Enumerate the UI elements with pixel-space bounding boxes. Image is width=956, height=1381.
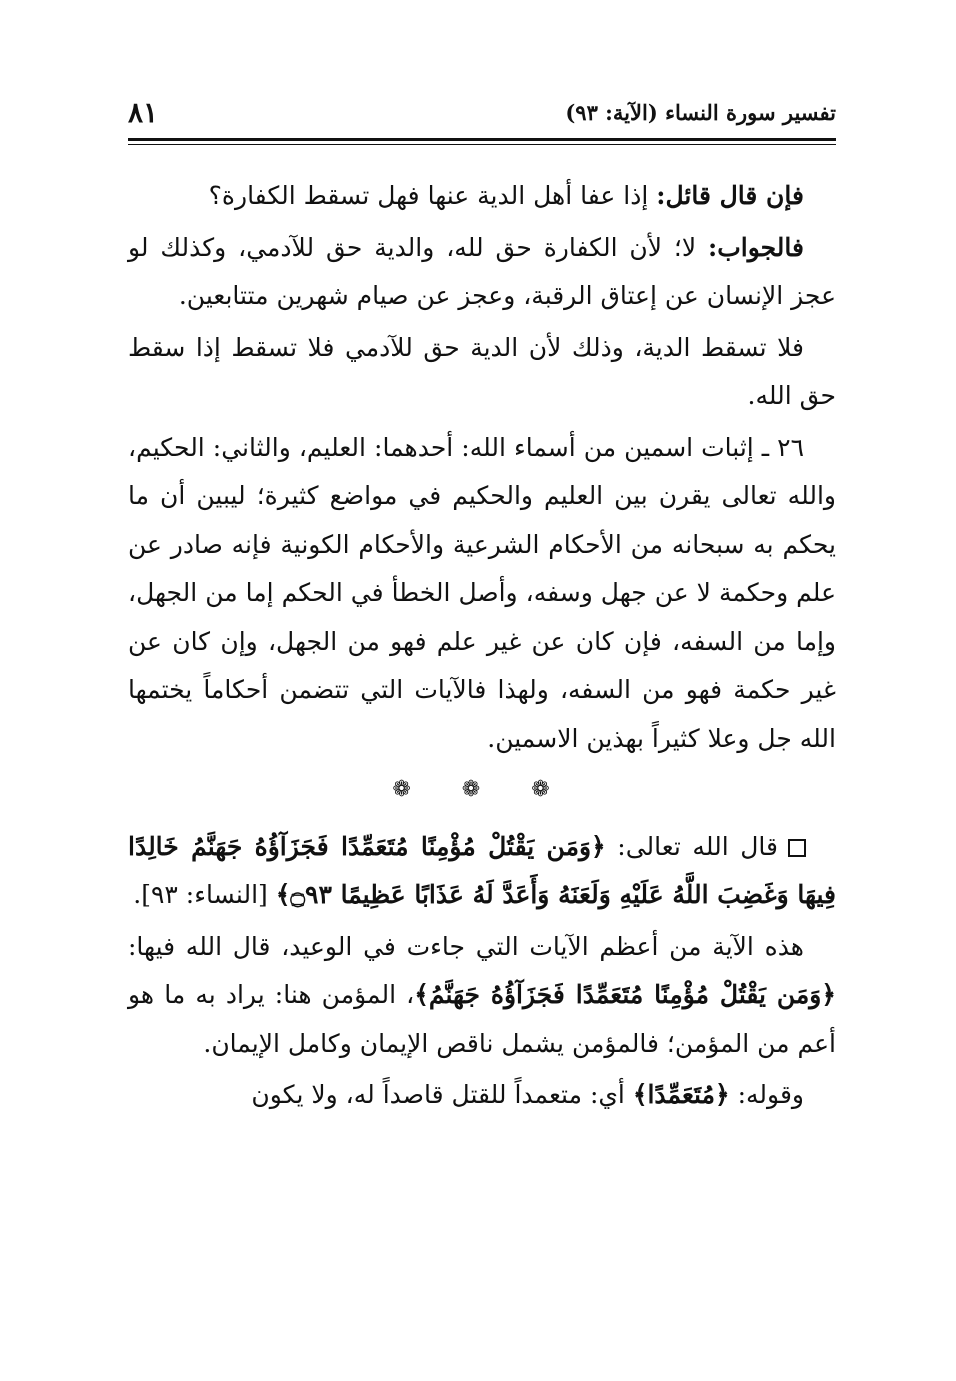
paragraph-diya — [128, 324, 836, 421]
commentary-1-before: هذه الآية من أعظم الآيات التي جاءت في الوعيد، قال الله فيها: — [128, 931, 804, 961]
running-title: تفسير سورة النساء (الآية: ٩٣) — [565, 100, 836, 125]
question-text: إذا عفا أهل الدية عنها فهل تسقط الكفارة؟ — [208, 181, 657, 210]
page-number: ٨١ — [128, 96, 159, 129]
answer-lead: فالجواب: — [708, 232, 804, 262]
paragraph-commentary-2 — [128, 1071, 836, 1120]
answer-text: لا؛ لأن الكفارة حق لله، والدية حق للآدمي، وكذلك لو عجز الإنسان عن إعتاق الرقبة، وعجز عن صيام شهرين متتابعين. — [128, 232, 836, 310]
commentary-1-quote: ﴿وَمَن يَقْتُلْ مُؤْمِنًا مُتَعَمِّدًا فَجَزَآؤُهُ جَهَنَّمُ﴾ — [414, 980, 836, 1009]
paragraph-point-26 — [128, 424, 836, 764]
commentary-2-after: أي: متعمداً للقتل قاصداً له، ولا يكون — [251, 1080, 633, 1109]
header-rule-thick — [128, 138, 836, 141]
paragraph-commentary-1 — [128, 923, 836, 1069]
paragraph-verse — [128, 823, 836, 920]
point-26-text: ٢٦ ـ إثبات اسمين من أسماء الله: أحدهما: العليم، والثاني: الحكيم، والله تعالى يقرن بين العليم والحكيم في مواضع كثيرة؛ ليبين أن ما يحكم به سبحانه من الأحكام الشرعية والأحكام الكونية فإنه صادر عن علم وحكمة لا عن جهل وسفه، وأصل الخطأ في الحكم إما من الجهل، وإما من السفه، فإن كان عن غير علم فهو من الجهل، وإن كان عن غير حكمة فهو من السفه، ولهذا فالآيات التي تتضمن أحكاماً يختمها الله جل وعلا كثيراً بهذين الاسمين. — [128, 432, 836, 753]
commentary-1-after: ، المؤمن هنا: يراد به ما هو أعم من المؤمن؛ فالمؤمن يشمل ناقص الإيمان وكامل الإيمان. — [128, 980, 836, 1058]
paragraph-question — [128, 172, 836, 221]
question-lead: فإن قال قائل: — [656, 181, 804, 210]
page-body — [128, 172, 836, 1123]
section-separator: ❁ ❁ ❁ — [392, 777, 572, 802]
commentary-2-quote: ﴿مُتَعَمِّدًا﴾ — [632, 1080, 730, 1109]
paragraph-answer — [128, 224, 836, 321]
commentary-2-before: وقوله: — [729, 1080, 804, 1109]
diya-text: فلا تسقط الدية، وذلك لأن الدية حق للآدمي فلا تسقط إذا سقط حق الله. — [128, 332, 836, 410]
verse-reference: [النساء: ٩٣]. — [133, 880, 276, 909]
page-header — [128, 96, 836, 136]
verse-intro: قال الله تعالى: — [605, 831, 778, 861]
verse-text: ﴿وَمَن يَقْتُلْ مُؤْمِنًا مُتَعَمِّدًا فَجَزَآؤُهُ جَهَنَّمُ خَالِدًا فِيهَا وَغَضِبَ اللَّهُ عَلَيْهِ وَلَعَنَهُ وَأَعَدَّ لَهُ عَذَابًا عَظِيمًا ۝٩٣﴾ — [128, 831, 836, 909]
header-rule-thin — [128, 144, 836, 145]
square-marker-icon — [788, 839, 806, 857]
